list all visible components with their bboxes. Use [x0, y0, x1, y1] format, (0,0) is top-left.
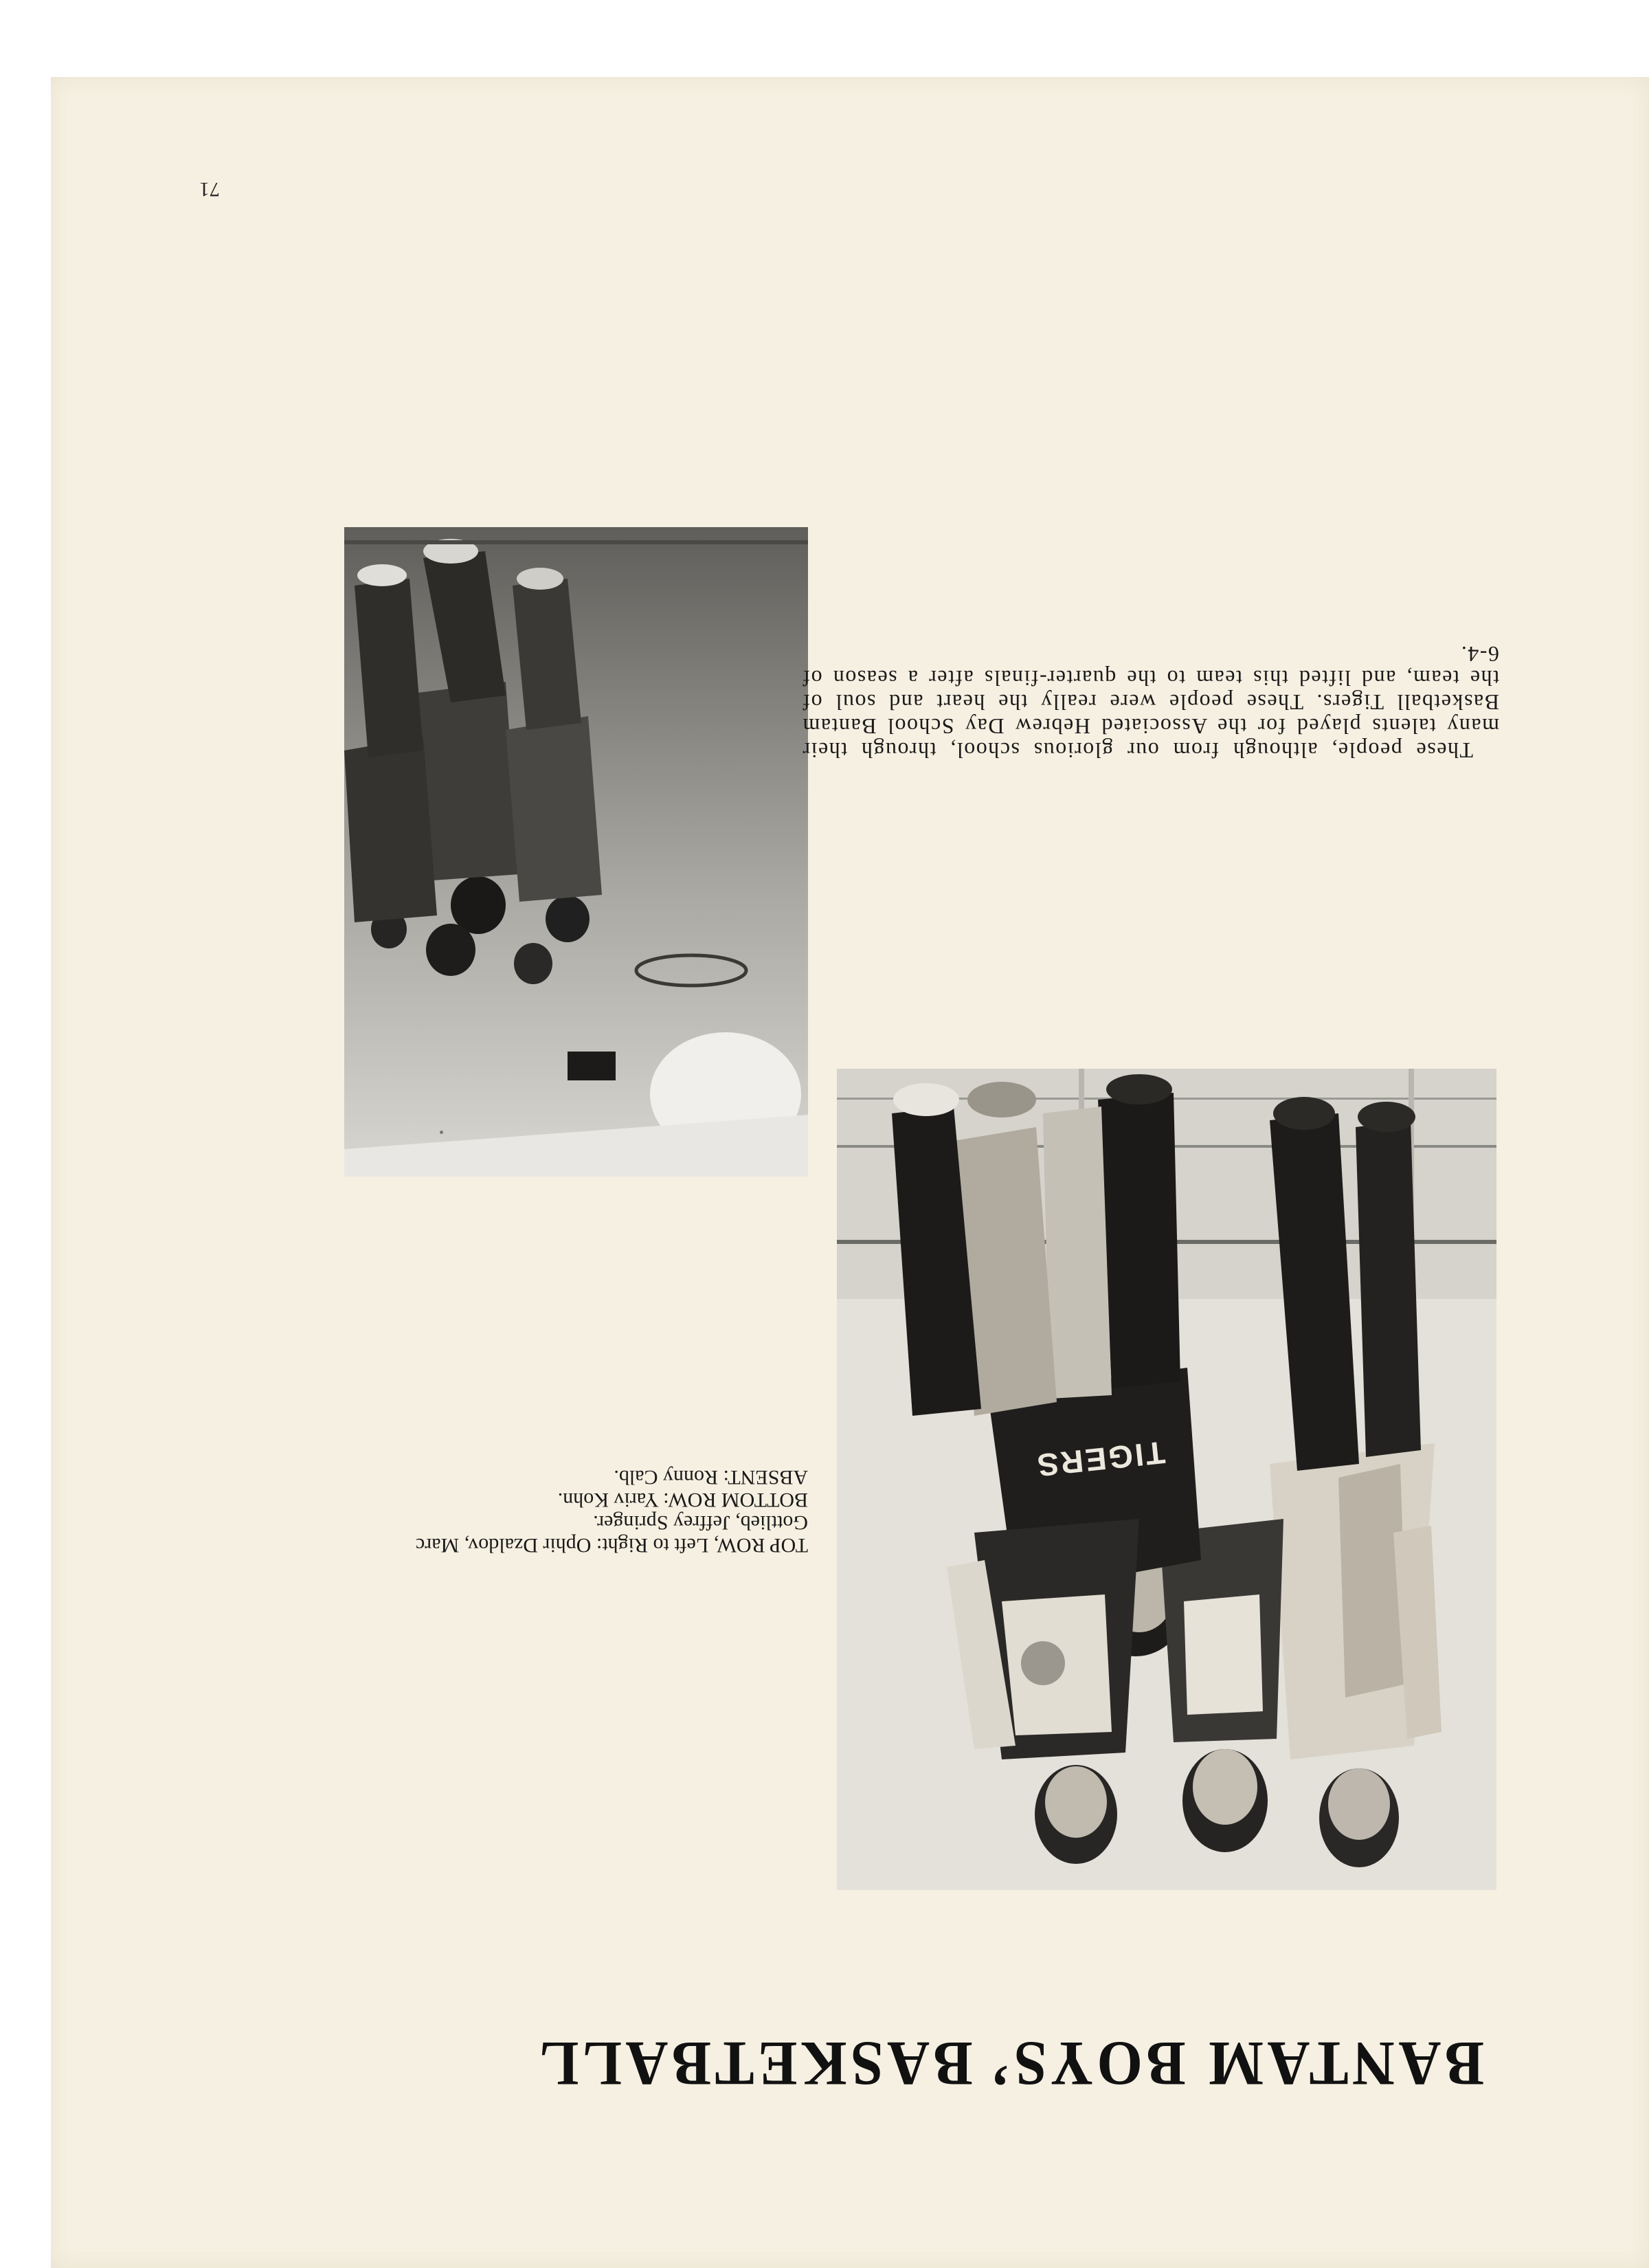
team-photo: [837, 1069, 1496, 1890]
rotated-page-content: [51, 77, 1649, 2268]
team-photo-image: [837, 1069, 1496, 1890]
caption-line-2: Gottlieb, Jeffrey Springer.: [593, 1511, 808, 1534]
caption-line-1: TOP ROW, Left to Right: Ophir Dzaldov, Marc: [415, 1534, 808, 1557]
page-title: BANTAM BOYS’ BASKETBALL: [535, 2029, 1484, 2099]
paper-speck: [440, 1131, 443, 1134]
action-photo: [344, 527, 808, 1177]
page-number: 71: [199, 178, 220, 201]
action-photo-image: [344, 527, 808, 1177]
caption-line-4: ABSENT: Ronny Calb.: [614, 1466, 808, 1489]
story-paragraph: These people, although from our glorious school, through their many talents played for the Associated Hebrew Day School Bantam Basketball Tigers. These people were really the heart and soul of the team, and lifted this team to the quarter-finals after a season of 6-4.: [802, 642, 1499, 763]
jersey-text: TIGERS: [1033, 1434, 1167, 1484]
caption-line-3: BOTTOM ROW: Yariv Kohn.: [557, 1489, 808, 1511]
photo-caption: [238, 1466, 808, 1557]
yearbook-page: [51, 77, 1649, 2268]
